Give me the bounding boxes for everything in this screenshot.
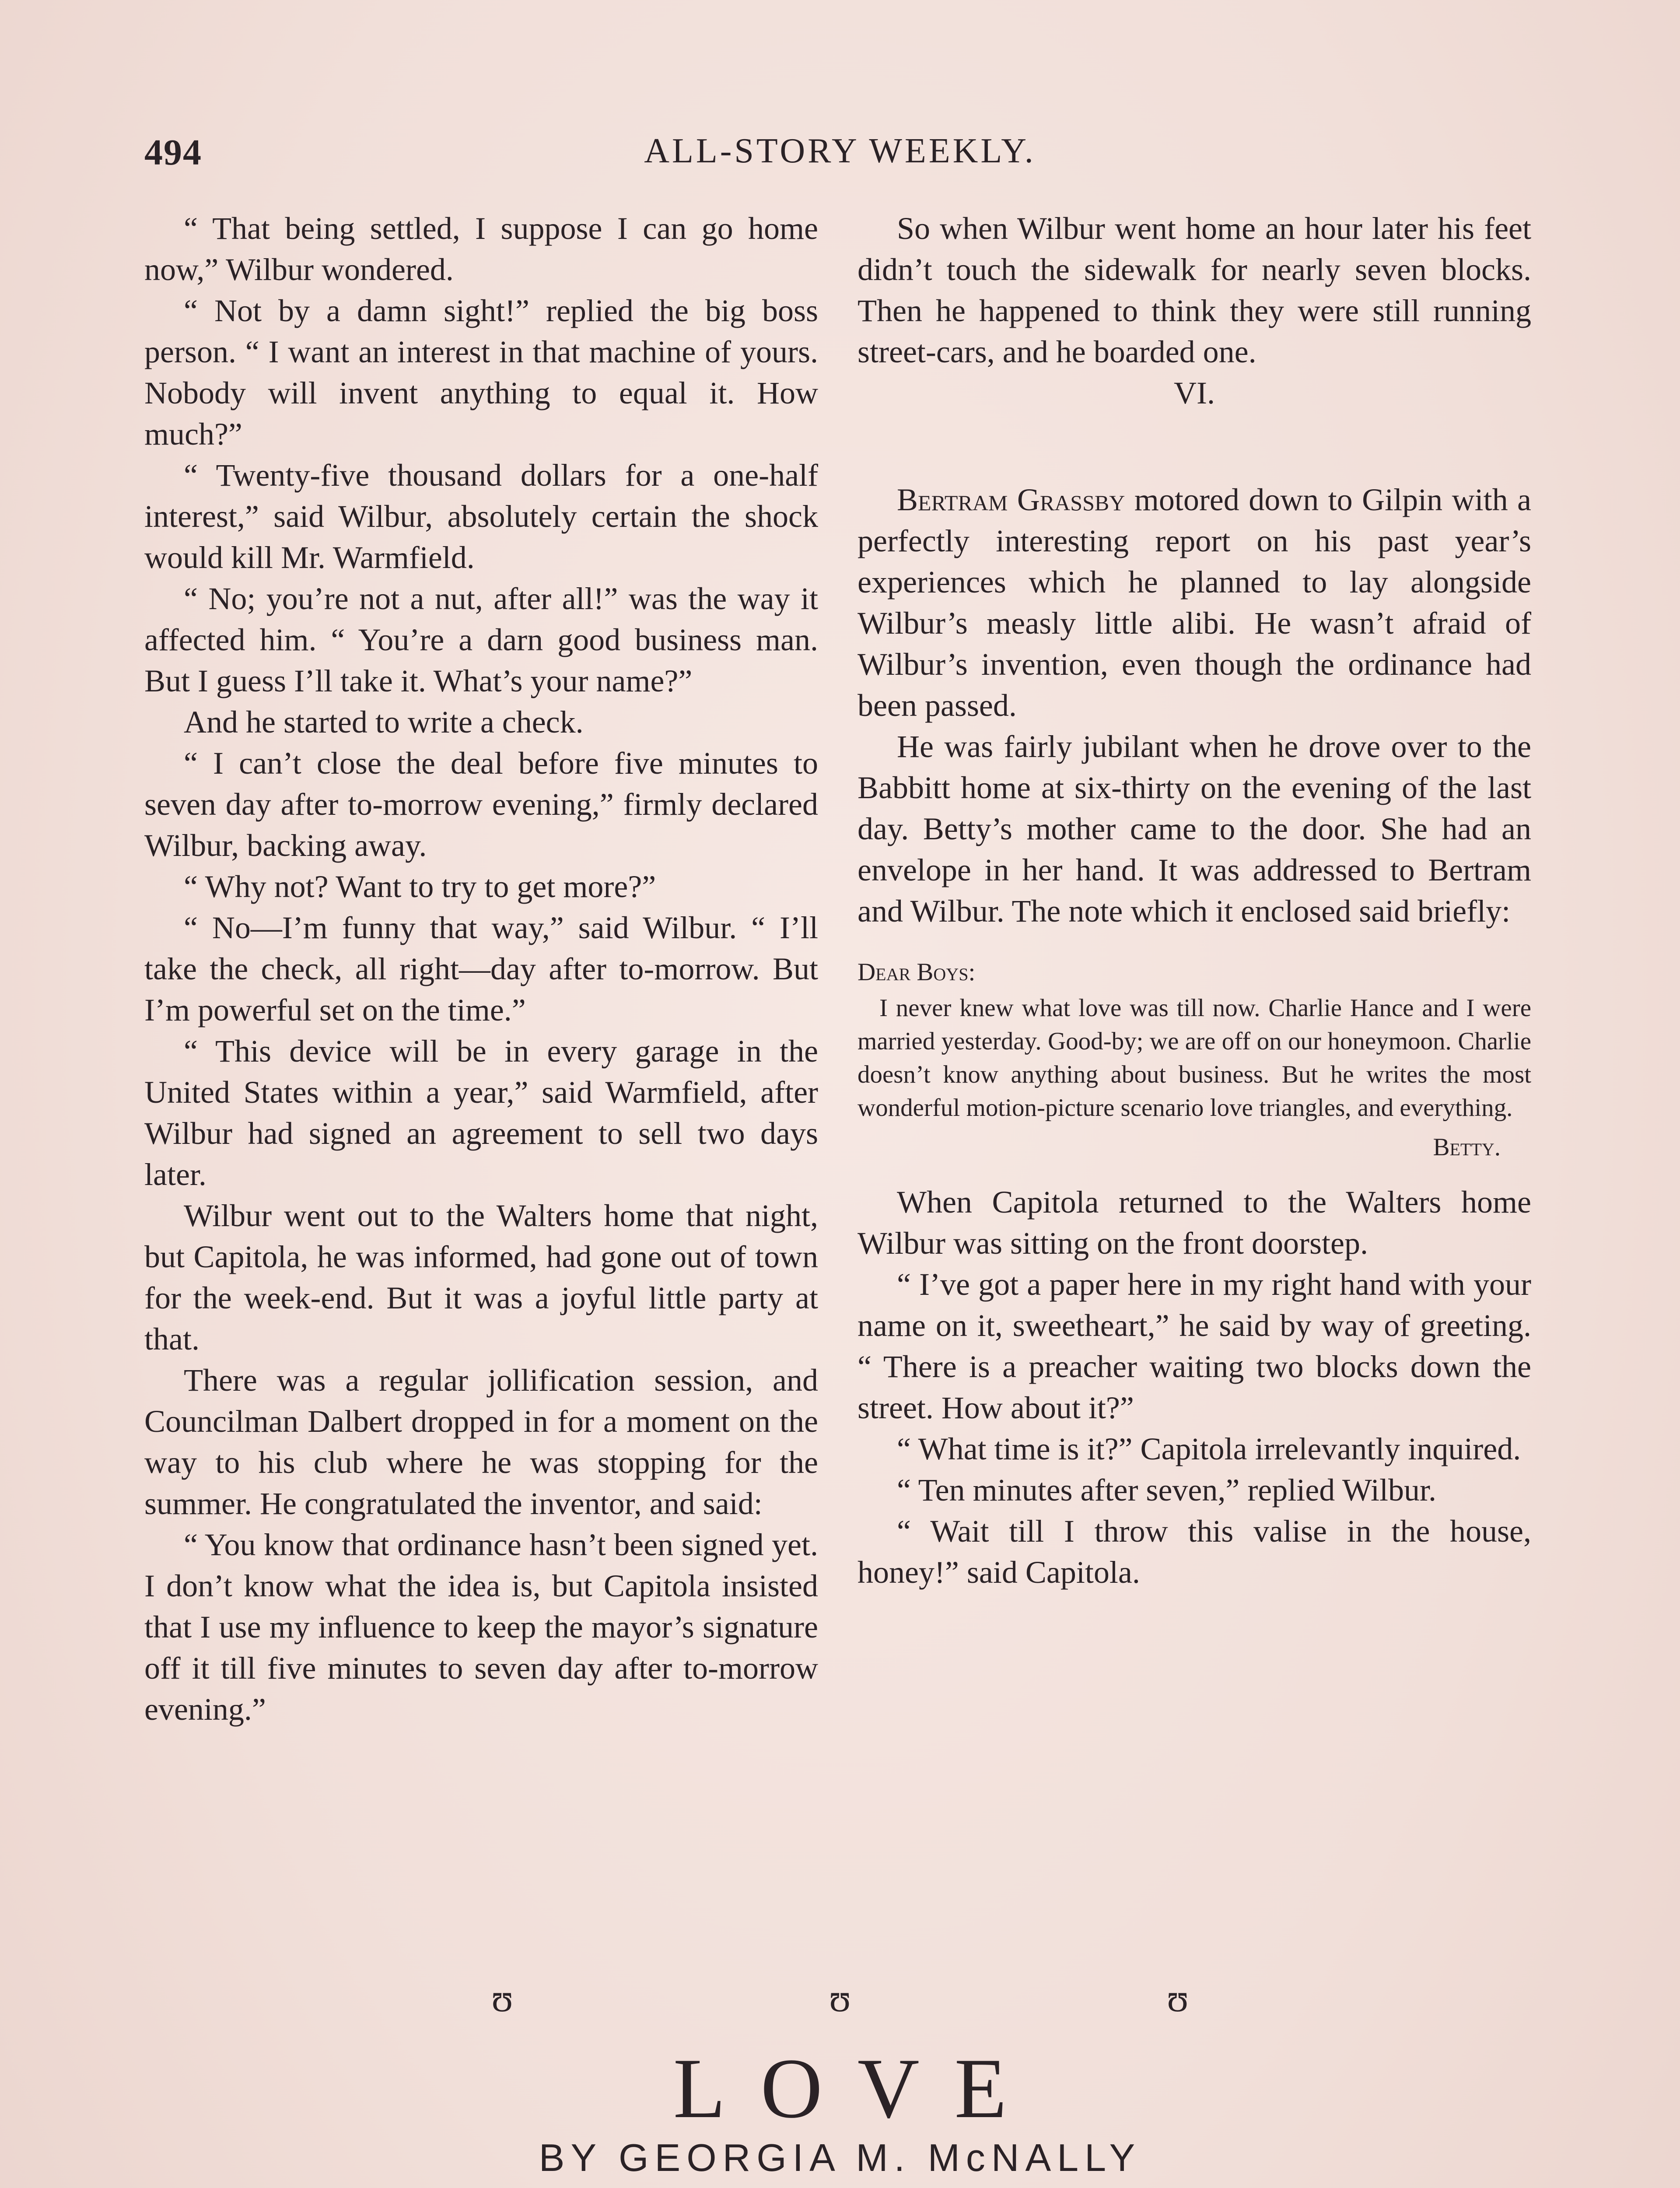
paragraph: “ You know that ordinance hasn’t been signed yet. I don’t know what the idea is, but Capitola insisted that I use my influence to keep the mayor’s signature off it till five minutes to seven day after to-morrow evening.” xyxy=(144,1527,818,1727)
paragraph xyxy=(858,479,1531,726)
paragraph: So when Wilbur went home an hour later his feet didn’t touch the sidewalk for nearly seven blocks. Then he happened to think they were still running street-cars, and he boarded one. xyxy=(858,211,1531,369)
paragraph: And he started to write a check. xyxy=(184,705,584,740)
lead-text: motored down to Gilpin with a perfectly interesting report on his past year’s experiences which he planned to lay alongside Wilbur’s measly little alibi. He wasn’t afraid of Wilbur’s invention, even though the ordinance had been passed. xyxy=(858,482,1531,723)
paragraph: Wilbur went out to the Walters home that night, but Capitola, he was informed, had gone out of town for the week-end. But it was a joyful little party at that. xyxy=(144,1198,818,1357)
letter-salutation: Dear Boys: xyxy=(858,958,976,986)
paragraph: “ I can’t close the deal before five minutes to seven day after to-morrow evening,” firmly declared Wilbur, backing away. xyxy=(144,746,818,863)
left-text-column xyxy=(144,208,818,1730)
letter-block xyxy=(858,956,1531,1164)
paragraph: “ Ten minutes after seven,” replied Wilbur. xyxy=(897,1473,1436,1508)
section-heading: VI. xyxy=(1174,375,1215,410)
page-number: 494 xyxy=(144,132,202,173)
paragraph: “ What time is it?” Capitola irrelevantly inquired. xyxy=(897,1431,1521,1466)
poem-byline: BY GEORGIA M. McNALLY xyxy=(539,2136,1141,2179)
letter-signature: Betty. xyxy=(1433,1133,1501,1161)
paragraph: “ That being settled, I suppose I can go home now,” Wilbur wondered. xyxy=(144,211,818,287)
paragraph: He was fairly jubilant when he drove over to the Babbitt home at six-thirty on the evening of the last day. Betty’s mother came to the door. She had an envelope in her hand. It was addressed to Bertram and Wilbur. The note which it enclosed said briefly: xyxy=(858,729,1531,929)
paragraph: “ Twenty-five thousand dollars for a one-half interest,” said Wilbur, absolutely certain the shock would kill Mr. Warmfield. xyxy=(144,458,818,575)
ornament-divider: ʊ ʊ ʊ xyxy=(491,1977,1342,2020)
poem-title: LOVE xyxy=(673,2041,1042,2136)
paragraph: “ Wait till I throw this valise in the house, honey!” said Capitola. xyxy=(858,1514,1531,1590)
magazine-title: ALL-STORY WEEKLY. xyxy=(644,132,1036,170)
paragraph: “ No; you’re not a nut, after all!” was the way it affected him. “ You’re a darn good business man. But I guess I’ll take it. What’s your name?” xyxy=(144,581,818,698)
paragraph: “ Not by a damn sight!” replied the big boss person. “ I want an interest in that machine of yours. Nobody will invent anything to equal it. How much?” xyxy=(144,293,818,452)
lead-name: Bertram Grassby xyxy=(897,482,1125,517)
paragraph: “ This device will be in every garage in the United States within a year,” said Warmfield, after Wilbur had signed an agreement to sell two days later. xyxy=(144,1034,818,1192)
paragraph: When Capitola returned to the Walters home Wilbur was sitting on the front doorstep. xyxy=(858,1185,1531,1261)
paragraph: “ No—I’m funny that way,” said Wilbur. “ I’ll take the check, all right—day after to-morrow. But I’m powerful set on the time.” xyxy=(144,910,818,1027)
letter-body: I never knew what love was till now. Charlie Hance and I were married yesterday. Good-by; we are off on our honeymoon. Charlie doesn’t know anything about business. But he writes the most wonderful motion-picture scenario love triangles, and everything. xyxy=(858,994,1531,1122)
paragraph: There was a regular jollification session, and Councilman Dalbert dropped in for a moment on the way to his club where he was stopping for the summer. He congratulated the inventor, and said: xyxy=(144,1363,818,1521)
page-header xyxy=(144,131,1536,179)
paragraph: “ I’ve got a paper here in my right hand with your name on it, sweetheart,” he said by way of greeting. “ There is a preacher waiting two blocks down the street. How about it?” xyxy=(858,1267,1531,1425)
right-text-column xyxy=(858,208,1531,1593)
paragraph: “ Why not? Want to try to get more?” xyxy=(184,869,656,904)
